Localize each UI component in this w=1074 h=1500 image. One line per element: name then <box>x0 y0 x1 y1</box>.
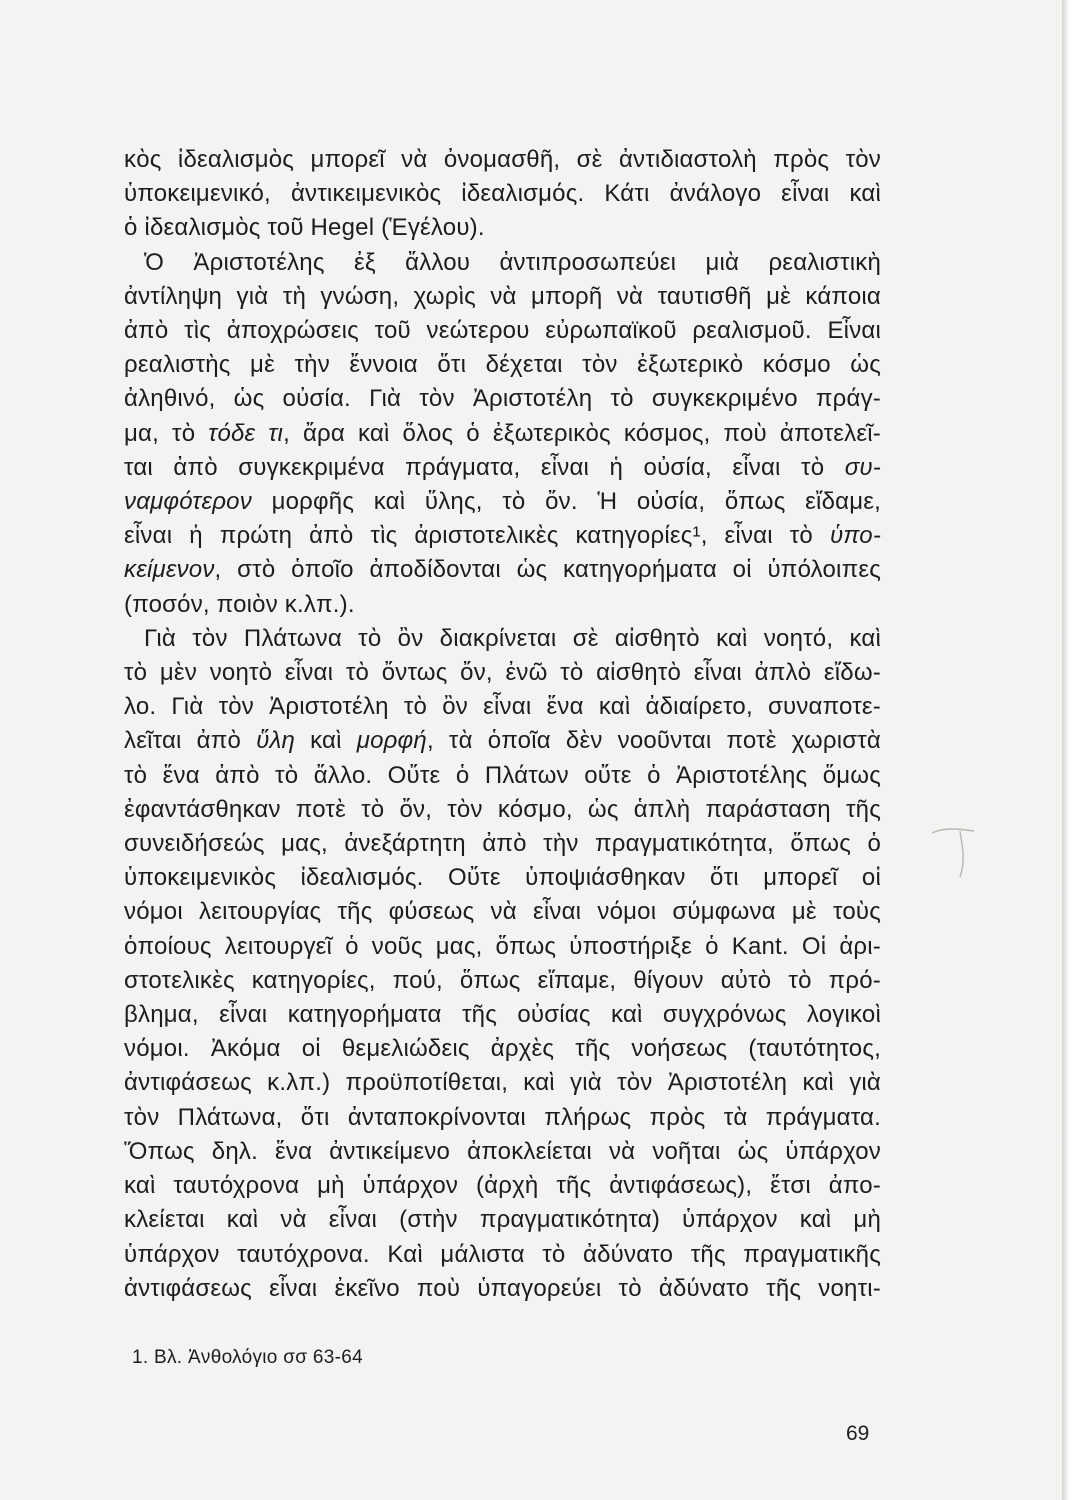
text-line <box>124 519 881 553</box>
italic-term: κείμενον <box>124 556 215 584</box>
text-line: νόμοι. Ἀκόμα οἱ θεμελιώδεις ἀρχὲς τῆς νοήσεως (ταυτότητος, <box>124 1035 881 1063</box>
text-line: (ποσόν, ποιὸν κ.λπ.). <box>124 590 355 618</box>
italic-term: ναμφότερον <box>124 488 252 516</box>
text-run: εἶναι ἡ πρώτη ἀπὸ τὶς ἀριστοτελικὲς κατηγορίες¹, εἶναι τὸ <box>124 522 813 550</box>
text-line: λο. Γιὰ τὸν Ἀριστοτέλη τὸ ὂν εἶναι ἕνα καὶ ἀδιαίρετο, συναποτε- <box>124 693 881 721</box>
text-line: ὑποκειμενικό, ἀντικειμενικὸς ἰδεαλισμός. Κάτι ἀνάλογο εἶναι καὶ <box>124 180 881 208</box>
text-line: βλημα, εἶναι κατηγορήματα τῆς οὐσίας καὶ συγχρόνως λογικοὶ <box>124 1001 881 1029</box>
text-line: νόμοι λειτουργίας τῆς φύσεως νὰ εἶναι νόμοι σύμφωνα μὲ τοὺς <box>124 898 881 926</box>
text-line: τὸν Πλάτωνα, ὅτι ἀνταποκρίνονται πλήρως πρὸς τὰ πράγματα. <box>124 1103 881 1131</box>
italic-term: ὑπο- <box>829 522 882 550</box>
italic-term: ὕλη <box>256 727 296 755</box>
italic-term: συ- <box>844 453 881 481</box>
text-line <box>124 724 881 758</box>
text-line <box>124 485 881 519</box>
text-line: ἀντιφάσεως κ.λπ.) προϋποτίθεται, καὶ γιὰ τὸν Ἀριστοτέλη καὶ γιὰ <box>124 1069 881 1097</box>
text-run: λεῖται ἀπὸ <box>124 727 242 755</box>
text-line: ὑποκειμενικὸς ἰδεαλισμός. Οὔτε ὑποψιάσθηκαν ὅτι μπορεῖ οἱ <box>124 864 881 892</box>
text-line: ρεαλιστὴς μὲ τὴν ἔννοια ὅτι δέχεται τὸν ἐξωτερικὸ κόσμο ὡς <box>124 351 881 379</box>
text-line: Ὁ Ἀριστοτέλης ἐξ ἄλλου ἀντιπροσωπεύει μιὰ ρεαλιστικὴ <box>144 248 881 276</box>
text-line: ὁποίους λειτουργεῖ ὁ νοῦς μας, ὅπως ὑποστήριξε ὁ Kant. Οἱ ἀρι- <box>124 932 881 960</box>
text-line: ἀπὸ τὶς ἀποχρώσεις τοῦ νεώτερου εὐρωπαϊκοῦ ρεαλισμοῦ. Εἶναι <box>124 317 881 345</box>
text-line <box>124 451 881 485</box>
italic-term: μορφή <box>356 727 427 755</box>
text-line: κλείεται καὶ νὰ εἶναι (στὴν πραγματικότητα) ὑπάρχον καὶ μὴ <box>124 1206 881 1234</box>
text-run: ται ἀπὸ συγκεκριμένα πράγματα, εἶναι ἡ οὐσία, εἶναι τὸ <box>124 453 825 481</box>
text-line: ὁ ἰδεαλισμὸς τοῦ Hegel (Ἑγέλου). <box>124 214 485 242</box>
text-line: στοτελικὲς κατηγορίες, πού, ὅπως εἴπαμε, θίγουν αὐτὸ τὸ πρό- <box>124 966 881 994</box>
text-run: , τὰ ὁποῖα δὲν νοοῦνται ποτὲ χωριστὰ <box>426 727 881 755</box>
text-run: καὶ <box>310 727 342 755</box>
italic-term: τόδε τι <box>208 419 284 447</box>
text-run: , ἄρα καὶ ὅλος ὁ ἐξωτερικὸς κόσμος, ποὺ ἀποτελεῖ- <box>283 419 881 447</box>
text-line: ἀντίληψη γιὰ τὴ γνώση, χωρὶς νὰ μπορῆ νὰ ταυτισθῆ μὲ κάποια <box>124 282 881 310</box>
text-line: ἀντιφάσεως εἶναι ἐκεῖνο ποὺ ὑπαγορεύει τὸ ἀδύνατο τῆς νοητι- <box>124 1274 881 1302</box>
text-line: τὸ μὲν νοητὸ εἶναι τὸ ὄντως ὄν, ἐνῶ τὸ αἰσθητὸ εἶναι ἀπλὸ εἴδω- <box>124 659 881 687</box>
text-run: , στὸ ὁποῖο ἀποδίδονται ὡς κατηγορήματα οἱ ὑπόλοιπες <box>214 556 881 584</box>
text-line: Ὅπως δηλ. ἕνα ἀντικείμενο ἀποκλείεται νὰ νοῆται ὡς ὑπάρχον <box>124 1137 881 1165</box>
text-line: τὸ ἕνα ἀπὸ τὸ ἄλλο. Οὔτε ὁ Πλάτων οὔτε ὁ Ἀριστοτέλης ὅμως <box>124 761 881 789</box>
text-line: ἐφαντάσθηκαν ποτὲ τὸ ὄν, τὸν κόσμο, ὡς ἁπλὴ παράσταση τῆς <box>124 795 881 823</box>
text-run: μα, τὸ <box>124 419 196 447</box>
text-line: καὶ ταυτόχρονα μὴ ὑπάρχον (ἀρχὴ τῆς ἀντιφάσεως), ἔτσι ἀπο- <box>124 1172 881 1200</box>
body-text <box>124 143 881 1306</box>
page-number: 69 <box>846 1422 870 1445</box>
text-line <box>124 417 881 451</box>
text-line: ὑπάρχον ταυτόχρονα. Καὶ μάλιστα τὸ ἀδύνατο τῆς πραγματικῆς <box>124 1240 881 1268</box>
text-line: κὸς ἰδεαλισμὸς μπορεῖ νὰ ὀνομασθῆ, σὲ ἀντιδιαστολὴ πρὸς τὸν <box>124 146 881 173</box>
text-line <box>124 553 881 587</box>
pencil-mark-icon <box>930 825 980 885</box>
page-edge-shadow <box>1062 0 1074 1500</box>
text-line: ἀληθινό, ὡς οὐσία. Γιὰ τὸν Ἀριστοτέλη τὸ συγκεκριμένο πράγ- <box>124 385 881 413</box>
text-run: μορφῆς καὶ ὕλης, τὸ ὄν. Ἡ οὐσία, ὅπως εἴδαμε, <box>271 488 881 516</box>
text-line: Γιὰ τὸν Πλάτωνα τὸ ὂν διακρίνεται σὲ αἰσθητὸ καὶ νοητό, καὶ <box>144 624 881 652</box>
footnote: 1. Βλ. Ἀνθολόγιο σσ 63-64 <box>132 1347 363 1368</box>
text-line: συνειδήσεώς μας, ἀνεξάρτητη ἀπὸ τὴν πραγματικότητα, ὅπως ὁ <box>124 830 881 858</box>
